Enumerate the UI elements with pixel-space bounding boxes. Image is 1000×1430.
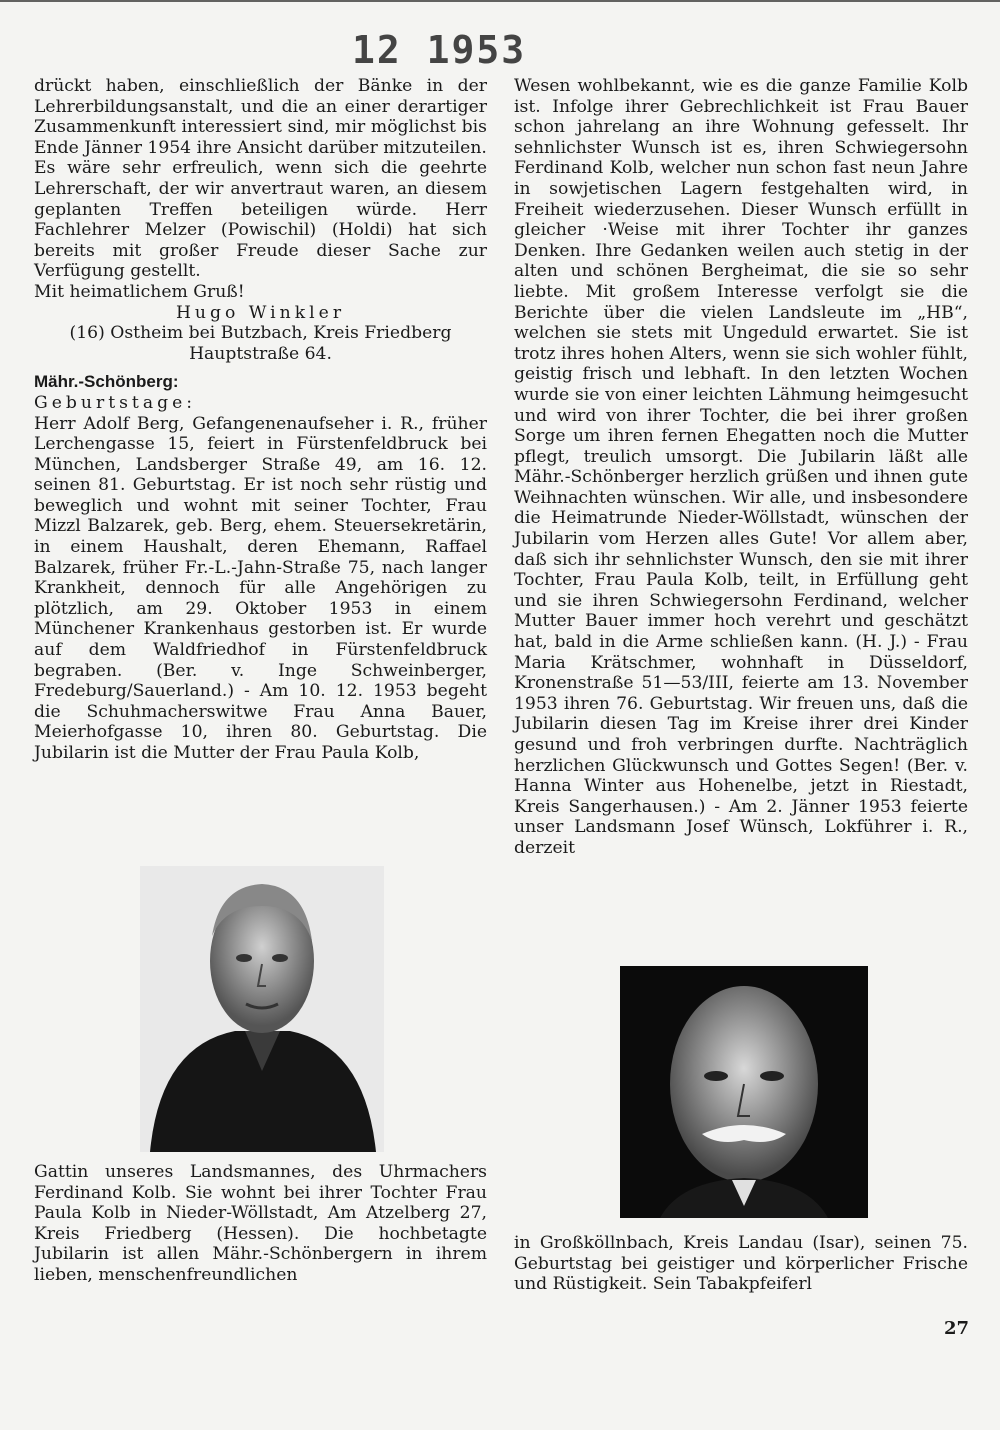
signature-address: Hauptstraße 64. [189,343,332,364]
left-column-top [34,76,487,764]
left-column-bottom [34,1162,487,1286]
paragraph: Herr Adolf Berg, Gefangenenaufseher i. R., früher Lerchengasse 15, feiert in Fürstenfeldbruck bei München, Landsberger Straße 49, am 16. 12. seinen 81. Geburtstag. Er ist noch sehr rüstig und beweglich und wohnt mit seiner Tochter, Frau Mizzl Balzarek, geb. Berg, ehem. Steuersekretärin, in einem Haushalt, deren Ehemann, Raffael Balzarek, früher Fr.-L.-Jahn-Straße 75, nach langer Krankheit, dennoch für alle Angehörigen zu plötzlich, am 29. Oktober 1953 in einem Münchener Krankenhaus gestorben ist. Er wurde auf dem Waldfriedhof in Fürstenfeldbruck begraben. (Ber. v. Inge Schweinberger, Fredeburg/Sauerland.) - Am 10. 12. 1953 begeht die Schuhmacherswitwe Frau Anna Bauer, Meierhofgasse 10, ihren 80. Geburtstag. Die Jubilarin ist die Mutter der Frau Paula Kolb, [34,413,487,763]
page-number: 27 [944,1318,970,1339]
signature-address: (16) Ostheim bei Butzbach, Kreis Friedberg [69,323,452,344]
portrait-photo-woman [140,866,384,1152]
paragraph: Mit heimatlichem Gruß! [34,281,245,302]
section-heading: Mähr.-Schönberg: [34,372,179,392]
right-column-bottom [514,1233,968,1295]
right-column-top [514,76,968,859]
date-stamp: 12 1953 [352,28,527,72]
top-rule [0,0,1000,2]
subheading: Geburtstage: [34,392,197,413]
paragraph: drückt haben, einschließlich der Bänke in der Lehrerbildungsanstalt, und die an einer derartiger Zusammenkunft interessiert sind, mir möglichst bis Ende Jänner 1954 ihre Ansicht darüber mitzuteilen. [34,76,487,158]
paragraph: Es wäre sehr erfreulich, wenn sich die geehrte Lehrerschaft, der wir anvertraut waren, an diesem geplanten Treffen beteiligen würde. Herr Fachlehrer Melzer (Powischil) (Holdi) hat sich bereits mit großer Freude dieser Sache zur Verfügung gestellt. [34,158,487,282]
portrait-photo-man [620,966,868,1218]
paragraph: in Großköllnbach, Kreis Landau (Isar), seinen 75. Geburtstag bei geistiger und körperlicher Frische und Rüstigkeit. Sein Tabakpfeiferl [514,1233,968,1295]
signature-name: Hugo Winkler [175,302,346,323]
paragraph: Wesen wohlbekannt, wie es die ganze Familie Kolb ist. Infolge ihrer Gebrechlichkeit ist Frau Bauer schon jahrelang an ihre Wohnung gefesselt. Ihr sehnlichster Wunsch ist es, ihren Schwiegersohn Ferdinand Kolb, welcher nun schon fast neun Jahre in sowjetischen Lagern festgehalten wird, in Freiheit wiederzusehen. Dieser Wunsch erfüllt in gleicher ·Weise mit ihrer Tochter ihr ganzes Denken. Ihre Gedanken weilen auch stetig in der alten und schönen Bergheimat, die sie so sehr liebte. Mit großem Interesse verfolgt sie die Berichte über die vielen Landsleute im „HB“, welchen sie stets mit Ungeduld erwartet. Sie ist trotz ihres hohen Alters, wenn sie sich wohler fühlt, geistig frisch und lebhaft. In den letzten Wochen wurde sie von einer leichten Lähmung heimgesucht und wird von ihrer Tochter, die bei ihrer großen Sorge um ihren fernen Ehegatten noch die Mutter pflegt, treulich umsorgt. Die Jubilarin läßt alle Mähr.-Schönberger herzlich grüßen und ihnen gute Weihnachten wünschen. Wir alle, und insbesondere die Heimatrunde Nieder-Wöllstadt, wünschen der Jubilarin vom Herzen alles Gute! Vor allem aber, daß sich ihr sehnlichster Wunsch, den sie mit ihrer Tochter, Frau Paula Kolb, teilt, in Erfüllung geht und sie ihren Schwiegersohn Ferdinand, welcher Mutter Bauer immer hoch verehrt und geschätzt hat, bald in die Arme schließen kann. (H. J.) - Frau Maria Krätschmer, wohnhaft in Düsseldorf, Kronenstraße 51—53/III, feierte am 13. November 1953 ihren 76. Geburtstag. Wir freuen uns, daß die Jubilarin diesen Tag im Kreise ihrer drei Kinder gesund und froh verbringen durfte. Nachträglich herzlichen Glückwunsch und Gottes Segen! (Ber. v. Hanna Winter aus Hohenelbe, jetzt in Riestadt, Kreis Sangerhausen.) - Am 2. Jänner 1953 feierte unser Landsmann Josef Wünsch, Lokführer i. R., derzeit [514,76,968,858]
paragraph: Gattin unseres Landsmannes, des Uhrmachers Ferdinand Kolb. Sie wohnt bei ihrer Tochter Frau Paula Kolb in Nieder-Wöllstadt, Am Atzelberg 27, Kreis Friedberg (Hessen). Die hochbetagte Jubilarin ist allen Mähr.-Schönbergern in ihrem lieben, menschenfreundlichen [34,1162,487,1285]
